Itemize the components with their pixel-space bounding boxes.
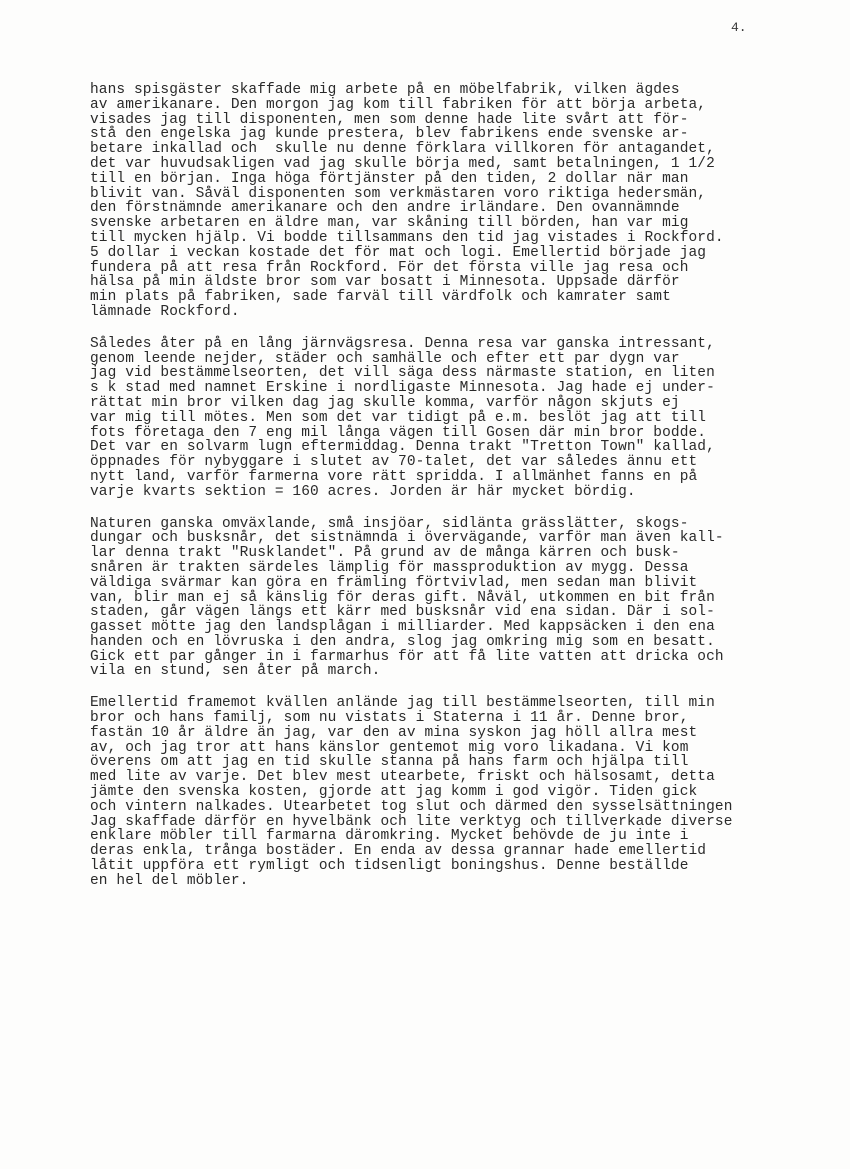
text-line: dungar och busksnår, det sistnämnda i övervägande, varför man även kall- (90, 530, 724, 547)
text-line: till mycken hjälp. Vi bodde tillsammans den tid jag vistades i Rockford. (90, 229, 724, 246)
text-line: staden, går vägen längs ett kärr med busksnår vid ena sidan. Där i sol- (90, 604, 715, 621)
text-line: hälsa på min äldste bror som var bosatt i Minnesota. Uppsade därför (90, 274, 680, 291)
text-line: min plats på fabriken, sade farväl till värdfolk och kamrater samt (90, 289, 671, 306)
text-line: öppnades för nybyggare i slutet av 70-talet, det var således ännu ett (90, 454, 698, 471)
text-line: handen och en lövruska i den andra, slog jag omkring mig som en besatt. (90, 633, 715, 650)
paragraph (90, 696, 840, 888)
text-line: Emellertid framemot kvällen anlände jag till bestämmelseorten, till min (90, 695, 715, 712)
text-line: hans spisgäster skaffade mig arbete på en möbelfabrik, vilken ägdes (90, 82, 680, 98)
text-line: av amerikanare. Den morgon jag kom till fabriken för att börja arbeta, (90, 96, 707, 113)
text-line: med lite av varje. Det blev mest utearbete, friskt och hälsosamt, detta (90, 769, 715, 786)
text-line: fastän 10 år äldre än jag, var den av mina syskon jag höll allra mest (90, 724, 698, 741)
text-line: deras enkla, trånga bostäder. En enda av dessa grannar hade emellertid (90, 843, 707, 860)
text-line: Naturen ganska omväxlande, små insjöar, sidlänta grässlätter, skogs- (90, 515, 689, 532)
text-line: svenske arbetaren en äldre man, var skåning till börden, han var mig (90, 215, 689, 232)
paragraph (90, 517, 840, 680)
text-line: fundera på att resa från Rockford. För det första ville jag resa och (90, 259, 689, 276)
text-line: nytt land, varför farmerna vore rätt spridda. I allmänhet fanns en på (90, 468, 698, 485)
text-line: snåren är trakten särdeles lämplig för massproduktion av mygg. Dessa (90, 559, 689, 576)
text-line: vila en stund, sen åter på march. (90, 663, 381, 680)
text-line: enklare möbler till farmarna däromkring. Mycket behövde de ju inte i (90, 828, 689, 845)
text-line: 5 dollar i veckan kostade det för mat och logi. Emellertid började jag (90, 244, 707, 261)
body-text (90, 83, 840, 906)
text-line: var mig till mötes. Men som det var tidigt på e.m. beslöt jag att till (90, 409, 707, 426)
page-number: 4. (731, 20, 747, 35)
text-line: stå den engelska jag kunde prestera, blev fabrikens ende svenske ar- (90, 126, 689, 143)
text-line: van, blir man ej så känslig för deras gift. Nåväl, utkommen en bit från (90, 589, 715, 606)
text-line: av, och jag tror att hans känslor gentemot mig voro likadana. Vi kom (90, 739, 689, 756)
text-line: den förstnämnde amerikanare och den andre irländare. Den ovannämnde (90, 200, 680, 217)
text-line: och vintern nalkades. Utearbetet tog slut och därmed den sysselsättningen (90, 798, 733, 815)
text-line: lämnade Rockford. (90, 303, 240, 320)
text-line: väldiga svärmar kan göra en främling förtvivlad, men sedan man blivit (90, 574, 698, 591)
text-line: varje kvarts sektion = 160 acres. Jorden är här mycket bördig. (90, 483, 636, 500)
text-line: betare inkallad och skulle nu denne förklara villkoren för antagandet, (90, 141, 715, 158)
text-line: Gick ett par gånger in i farmarhus för att få lite vatten att dricka och (90, 648, 724, 665)
text-line: s k stad med namnet Erskine i nordligaste Minnesota. Jag hade ej under- (90, 380, 715, 397)
text-line: överens om att jag en tid skulle stanna på hans farm och hjälpa till (90, 754, 689, 771)
text-line: låtit uppföra ett rymligt och tidsenligt boningshus. Denne beställde (90, 858, 689, 875)
text-line: gasset mötte jag den landsplågan i milliarder. Med kappsäcken i den ena (90, 619, 715, 636)
text-line: rättat min bror vilken dag jag skulle komma, varför någon skjuts ej (90, 394, 680, 411)
paragraph (90, 337, 840, 500)
text-line: till en början. Inga höga förtjänster på den tiden, 2 dollar när man (90, 170, 689, 187)
text-line: blivit van. Såväl disponenten som verkmästaren voro riktiga hedersmän, (90, 185, 707, 202)
text-line: en hel del möbler. (90, 872, 249, 889)
text-line: fots företaga den 7 eng mil långa vägen till Gosen där min bror bodde. (90, 424, 707, 441)
text-line: det var huvudsakligen vad jag skulle börja med, samt betalningen, 1 1/2 (90, 155, 715, 172)
text-line: Jag skaffade därför en hyvelbänk och lite verktyg och tillverkade diverse (90, 813, 733, 830)
text-line: lar denna trakt "Rusklandet". På grund av de många kärren och busk- (90, 545, 680, 562)
text-line: Således åter på en lång järnvägsresa. Denna resa var ganska intressant, (90, 335, 715, 352)
paragraph (90, 83, 840, 320)
text-line: bror och hans familj, som nu vistats i Staterna i 11 år. Denne bror, (90, 710, 689, 727)
text-line: jämte den svenska kosten, gjorde att jag komm i god vigör. Tiden gick (90, 784, 698, 801)
text-line: jag vid bestämmelseorten, det vill säga dess närmaste station, en liten (90, 365, 715, 382)
text-line: genom leende nejder, städer och samhälle och efter ett par dygn var (90, 350, 680, 367)
text-line: visades jag till disponenten, men som denne hade lite svårt att för- (90, 111, 689, 128)
text-line: Det var en solvarm lugn eftermiddag. Denna trakt "Tretton Town" kallad, (90, 439, 715, 456)
